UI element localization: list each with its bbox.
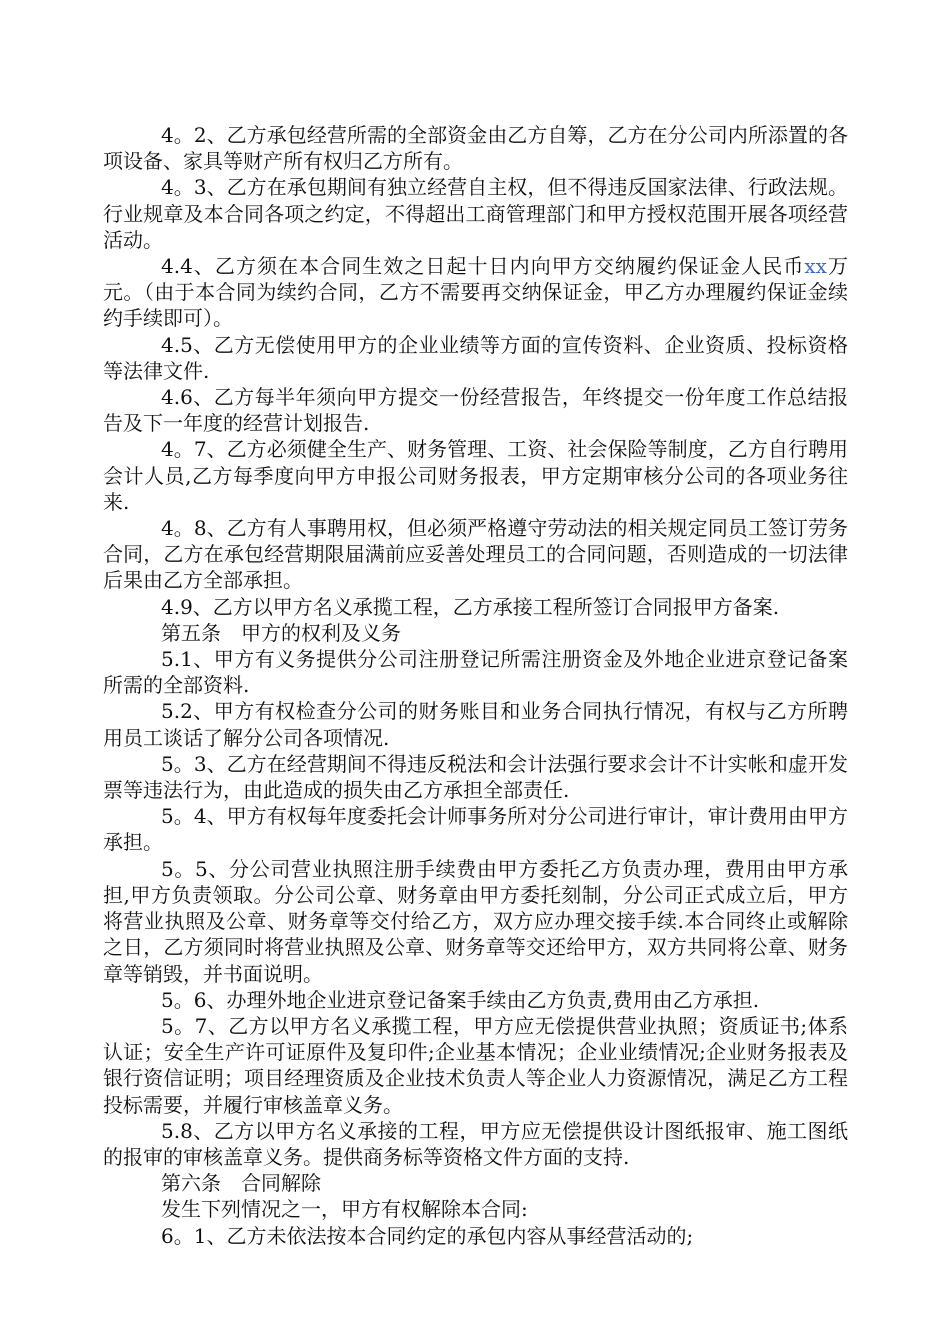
clause-5-8: 5.8、乙方以甲方名义承接的工程，甲方应无偿提供设计图纸报审、施工图纸的报审的审核盖章义务。提供商务标等资格文件方面的支持. — [103, 1118, 848, 1169]
clause-4-8: 4。8、乙方有人事聘用权，但必须严格遵守劳动法的相关规定同员工签订劳务合同，乙方在承包经营期限届满前应妥善处理员工的合同问题，否则造成的一切法律后果由乙方全部承担。 — [103, 516, 848, 593]
clause-5-2: 5.2、甲方有权检查分公司的财务账目和业务合同执行情况，有权与乙方所聘用员工谈话了解分公司各项情况. — [103, 699, 848, 750]
clause-4-4-text-after: 万元。（由于本合同为续约合同，乙方不需要再交纳保证金，甲乙方办理履约保证金续约手续即可）。 — [103, 254, 849, 331]
clause-5-5: 5。5、分公司营业执照注册手续费由甲方委托乙方负责办理，费用由甲方承担,甲方负责领取。分公司公章、财务章由甲方委托刻制，分公司正式成立后，甲方将营业执照及公章、财务章等交付给乙方，双方应办理交接手续.本合同终止或解除之日，乙方须同时将营业执照及公章、财务章等交还给甲方，双方共同将公章、财务章等销毁，并书面说明。 — [103, 856, 848, 986]
clause-4-5: 4.5、乙方无偿使用甲方的企业业绩等方面的宣传资料、企业资质、投标资格等法律文件. — [103, 332, 848, 383]
deposit-amount-placeholder: xx — [804, 254, 827, 279]
clause-4-9: 4.9、乙方以甲方名义承揽工程，乙方承接工程所签订合同报甲方备案. — [161, 594, 780, 619]
clause-4-4 — [103, 253, 848, 332]
clause-4-2: 4。2、乙方承包经营所需的全部资金由乙方自筹，乙方在分公司内所添置的各项设备、家具等财产所有权归乙方所有。 — [103, 123, 848, 174]
termination-intro: 发生下列情况之一，甲方有权解除本合同: — [161, 1197, 528, 1222]
clause-5-7: 5。7、乙方以甲方名义承揽工程，甲方应无偿提供营业执照；资质证书;体系认证；安全生产许可证原件及复印件;企业基本情况；企业业绩情况;企业财务报表及银行资信证明；项目经理资质及企业技术负责人等企业人力资源情况，满足乙方工程投标需要，并履行审核盖章义务。 — [103, 1013, 848, 1117]
clause-5-3: 5。3、乙方在经营期间不得违反税法和会计法强行要求会计不计实帐和虚开发票等违法行为，由此造成的损失由乙方承担全部责任. — [103, 751, 848, 803]
document-body — [103, 122, 848, 1249]
article-5-heading: 第五条 甲方的权利及义务 — [161, 620, 401, 645]
clause-4-6: 4.6、乙方每半年须向甲方提交一份经营报告，年终提交一份年度工作总结报告及下一年度的经营计划报告. — [103, 385, 848, 436]
article-6-heading: 第六条 合同解除 — [161, 1171, 321, 1196]
clause-4-7: 4。7、乙方必须健全生产、财务管理、工资、社会保险等制度，乙方自行聘用会计人员,乙方每季度向甲方申报公司财务报表，甲方定期审核分公司的各项业务往来. — [103, 437, 848, 514]
clause-5-6: 5。6、办理外地企业进京登记备案手续由乙方负责,费用由乙方承担. — [161, 987, 760, 1012]
clause-5-4: 5。4、甲方有权每年度委托会计师事务所对分公司进行审计，审计费用由甲方承担。 — [103, 804, 848, 855]
clause-6-1: 6。1、乙方未依法按本合同约定的承包内容从事经营活动的; — [161, 1223, 694, 1248]
clause-4-3: 4。3、乙方在承包期间有独立经营自主权，但不得违反国家法律、行政法规。行业规章及本合同各项之约定，不得超出工商管理部门和甲方授权范围开展各项经营活动。 — [103, 175, 848, 252]
clause-4-4-text-before: 4.4、乙方须在本合同生效之日起十日内向甲方交纳履约保证金人民币 — [161, 254, 805, 279]
clause-5-1: 5.1、甲方有义务提供分公司注册登记所需注册资金及外地企业进京登记备案所需的全部资料. — [103, 647, 848, 698]
